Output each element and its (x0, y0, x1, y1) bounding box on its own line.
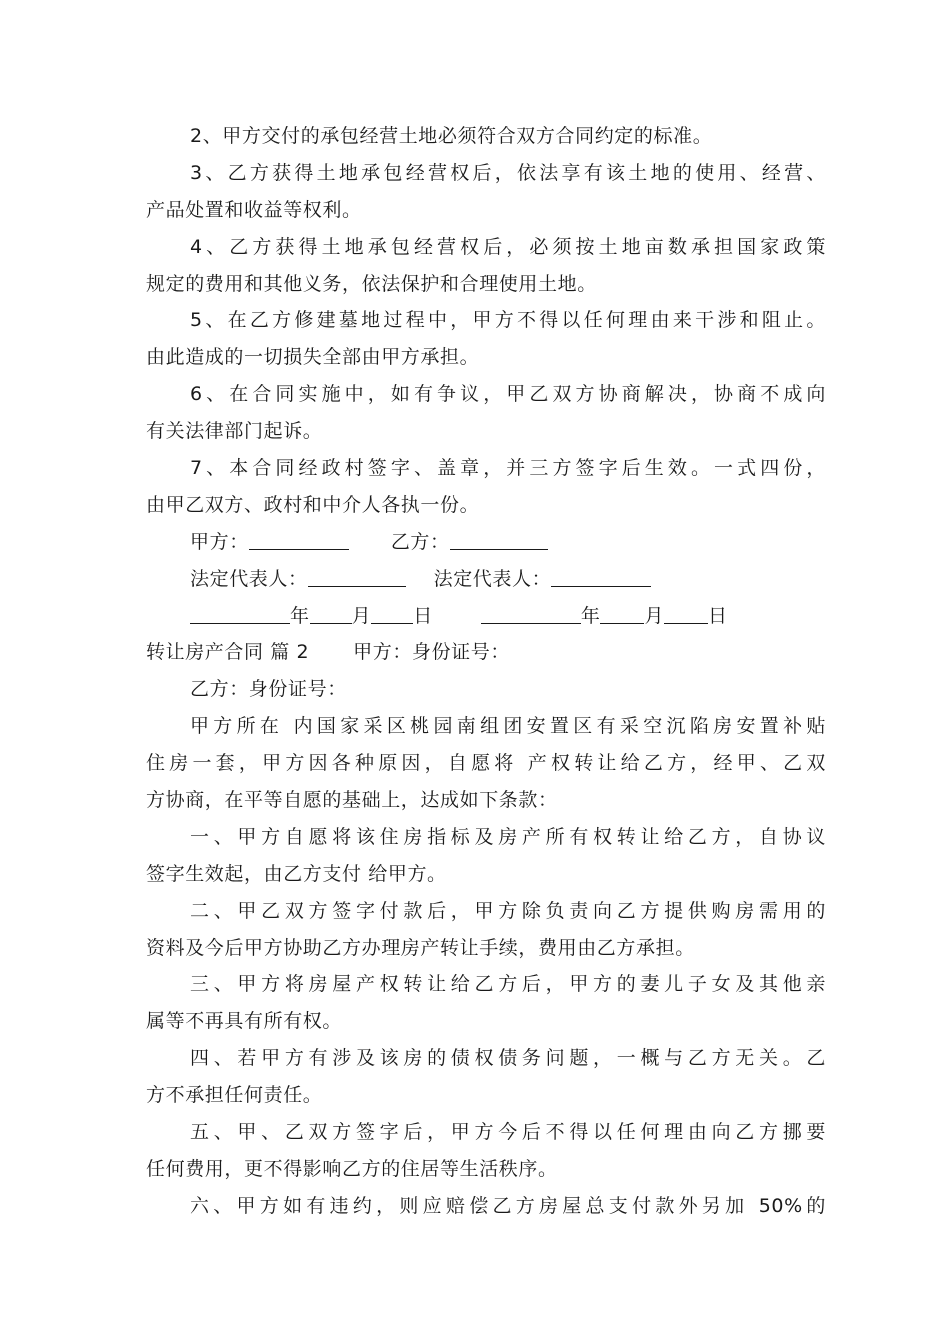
transfer-clause-line: 一、甲方自愿将该住房指标及房产所有权转让给乙方，自协议 (190, 825, 826, 848)
party-b-month-blank (600, 603, 644, 624)
party-b-rep-label: 法定代表人： (433, 567, 552, 590)
transfer-clause-line: 五、甲、乙双方签字后，甲方今后不得以任何理由向乙方挪要 (190, 1121, 826, 1144)
transfer-clause-line: 属等不再具有所有权。 (146, 1010, 343, 1033)
clause-line: 5、在乙方修建墓地过程中，甲方不得以任何理由来干涉和阻止。 (190, 309, 826, 332)
clause-line: 4、乙方获得土地承包经营权后，必须按土地亩数承担国家政策 (190, 235, 826, 258)
party-b-year-blank (481, 603, 581, 624)
party-a-month-label: 月 (351, 604, 372, 627)
clause-line: 7、本合同经政村签字、盖章，并三方签字后生效。一式四份， (190, 457, 826, 480)
clause-line: 由甲乙双方、政村和中介人各执一份。 (146, 493, 480, 516)
transfer-clause-line: 资料及今后甲方协助乙方办理房产转让手续，费用由乙方承担。 (146, 936, 695, 959)
transfer-clause-line: 任何费用，更不得影响乙方的住居等生活秩序。 (146, 1157, 558, 1180)
party-b-month-label: 月 (644, 604, 665, 627)
transfer-clause-line: 乙方：身份证号： (190, 678, 347, 701)
clause-line: 2、甲方交付的承包经营土地必须符合双方合同约定的标准。 (190, 125, 713, 147)
signature-party-row (146, 524, 826, 561)
party-a-rep-label: 法定代表人： (190, 567, 308, 590)
party-b-day-blank (664, 603, 708, 624)
contract-clauses-block (146, 118, 826, 524)
transfer-clause-line: 签字生效起，由乙方支付 给甲方。 (146, 862, 447, 885)
transfer-clause-line: 住房一套，甲方因各种原因，自愿将 产权转让给乙方，经甲、乙双 (146, 752, 826, 775)
party-a-rep-blank (308, 566, 406, 587)
party-a-label: 甲方： (190, 530, 249, 553)
section-party-a-id: 甲方：身份证号： (353, 641, 510, 664)
transfer-clause-line: 方协商，在平等自愿的基础上，达成如下条款： (146, 789, 558, 812)
clause-line: 6、在合同实施中，如有争议，甲乙双方协商解决，协商不成向 (190, 383, 826, 406)
clause-line: 有关法律部门起诉。 (146, 420, 323, 443)
transfer-clause-line: 六、甲方如有违约，则应赔偿乙方房屋总支付款外另加 50%的 (190, 1194, 826, 1217)
clause-line: 产品处置和收益等权利。 (146, 198, 362, 221)
transfer-clause-line: 甲方所在 内国家采区桃园南组团安置区有采空沉陷房安置补贴 (190, 715, 826, 738)
party-a-year-blank (190, 603, 290, 624)
party-b-blank (450, 529, 548, 550)
transfer-clause-line: 三、甲方将房屋产权转让给乙方后，甲方的妻儿子女及其他亲 (190, 973, 826, 996)
transfer-clauses-block (146, 671, 826, 1224)
signature-rep-row (146, 561, 826, 598)
party-a-year-label: 年 (290, 604, 310, 627)
party-b-year-label: 年 (580, 604, 601, 627)
party-a-day-label: 日 (413, 604, 433, 627)
signature-date-row (146, 598, 826, 635)
clause-line: 3、乙方获得土地承包经营权后，依法享有该土地的使用、经营、 (190, 161, 826, 184)
section-heading-row (146, 634, 826, 671)
transfer-clause-line: 四、若甲方有涉及该房的债权债务问题，一概与乙方无关。乙 (190, 1047, 826, 1070)
party-b-rep-blank (551, 566, 651, 587)
transfer-clause-line: 二、甲乙双方签字付款后，甲方除负责向乙方提供购房需用的 (190, 899, 826, 922)
document-page (146, 118, 826, 1225)
transfer-clause-line: 方不承担任何责任。 (146, 1084, 323, 1107)
party-b-day-label: 日 (708, 604, 728, 627)
clause-line: 规定的费用和其他义务，依法保护和合理使用土地。 (146, 272, 597, 295)
party-b-label: 乙方： (390, 530, 450, 553)
party-a-blank (249, 529, 349, 550)
clause-line: 由此造成的一切损失全部由甲方承担。 (146, 346, 480, 369)
section-heading: 转让房产合同 篇 2 (146, 641, 310, 664)
party-a-month-blank (310, 603, 352, 624)
party-a-day-blank (371, 603, 413, 624)
